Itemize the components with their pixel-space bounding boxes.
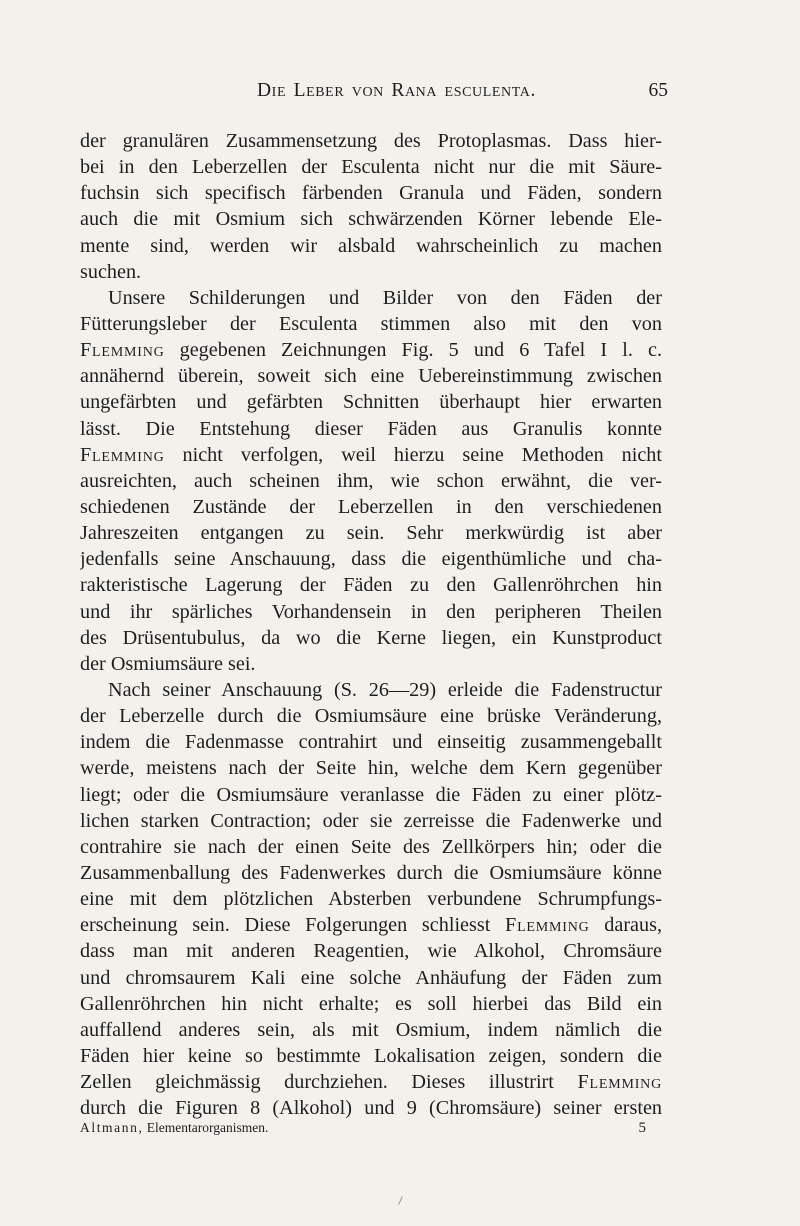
text-line: und ihr spärliches Vorhandensein in den peripheren Theilen — [80, 600, 662, 623]
text-line: des Drüsentubulus, da wo die Kerne liegen, ein Kunstproduct — [80, 626, 662, 649]
text-line: eine mit dem plötzlichen Absterben verbundene Schrumpfungs- — [80, 888, 662, 911]
text-line: annähernd überein, soweit sich eine Uebereinstimmung zwischen — [80, 365, 662, 388]
text-line: liegt; oder die Osmiumsäure veranlasse die Fäden zu einer plötz- — [80, 783, 662, 806]
text-line: dass man mit anderen Reagentien, wie Alkohol, Chromsäure — [80, 940, 662, 963]
text-line: schiedenen Zustände der Leberzellen in den verschiedenen — [80, 495, 662, 518]
text-line: der Leberzelle durch die Osmiumsäure eine brüske Veränderung, — [80, 705, 662, 728]
footer-author: Altmann, — [80, 1120, 144, 1135]
text-line: contrahire sie nach der einen Seite des Zellkörpers hin; oder die — [80, 835, 662, 858]
stray-pencil-mark — [398, 1196, 403, 1205]
text-line: lichen starken Contraction; oder sie zerreisse die Fadenwerke und — [80, 809, 662, 832]
text-line: lässt. Die Entstehung dieser Fäden aus Granulis konnte — [80, 417, 662, 440]
text-line: und chromsaurem Kali eine solche Anhäufung der Fäden zum — [80, 966, 662, 989]
text-line: ungefärbten und gefärbten Schnitten überhaupt hier erwarten — [80, 391, 662, 414]
text-line: der Osmiumsäure sei. — [80, 652, 256, 675]
footer-title: Elementarorganismen. — [146, 1120, 269, 1135]
text-line: werde, meistens nach der Seite hin, welche dem Kern gegenüber — [80, 757, 662, 780]
body-text — [80, 128, 662, 1121]
text-line: Zellen gleichmässig durchziehen. Dieses illustrirt Flemming — [80, 1071, 662, 1094]
text-line: Flemming gegebenen Zeichnungen Fig. 5 und 6 Tafel I l. c. — [80, 339, 662, 362]
text-line: Zusammenballung des Fadenwerkes durch die Osmiumsäure könne — [80, 861, 662, 884]
text-line: Gallenröhrchen hin nicht erhalte; es soll hierbei das Bild ein — [80, 992, 662, 1015]
text-line: Unsere Schilderungen und Bilder von den Fäden der — [108, 286, 662, 309]
text-line: bei in den Leberzellen der Esculenta nicht nur die mit Säure- — [80, 156, 662, 179]
text-line: Fäden hier keine so bestimmte Lokalisation zeigen, sondern die — [80, 1044, 662, 1067]
text-line: suchen. — [80, 260, 142, 283]
text-line: fuchsin sich specifisch färbenden Granula und Fäden, sondern — [80, 182, 662, 205]
text-line: rakteristische Lagerung der Fäden zu den Gallenröhrchen hin — [80, 574, 662, 597]
page-number: 65 — [648, 80, 668, 101]
text-line: erscheinung sein. Diese Folgerungen schliesst Flemming daraus, — [80, 914, 662, 937]
text-line: durch die Figuren 8 (Alkohol) und 9 (Chromsäure) seiner ersten — [80, 1097, 662, 1120]
page-footer — [80, 1120, 662, 1140]
text-line: der granulären Zusammensetzung des Protoplasmas. Dass hier- — [80, 130, 662, 152]
text-line: jedenfalls seine Anschauung, dass die eigenthümliche und cha- — [80, 548, 662, 571]
text-line: indem die Fadenmasse contrahirt und einseitig zusammengeballt — [80, 731, 662, 754]
text-line: Fütterungsleber der Esculenta stimmen also mit den von — [80, 312, 662, 335]
text-line: Jahreszeiten entgangen zu sein. Sehr merkwürdig ist aber — [80, 522, 662, 545]
text-line: mente sind, werden wir alsbald wahrscheinlich zu machen — [80, 234, 662, 257]
text-line: Flemming nicht verfolgen, weil hierzu seine Methoden nicht — [80, 443, 662, 466]
page-header — [125, 80, 668, 106]
text-line: Nach seiner Anschauung (S. 26—29) erleide die Fadenstructur — [108, 678, 662, 701]
text-line: ausreichten, auch scheinen ihm, wie schon erwähnt, die ver- — [80, 469, 662, 492]
text-line: auffallend anderes sein, als mit Osmium, indem nämlich die — [80, 1018, 662, 1041]
running-title: Die Leber von Rana esculenta. — [257, 80, 536, 101]
text-line: auch die mit Osmium sich schwärzenden Körner lebende Ele- — [80, 208, 662, 231]
signature-mark: 5 — [638, 1120, 646, 1136]
